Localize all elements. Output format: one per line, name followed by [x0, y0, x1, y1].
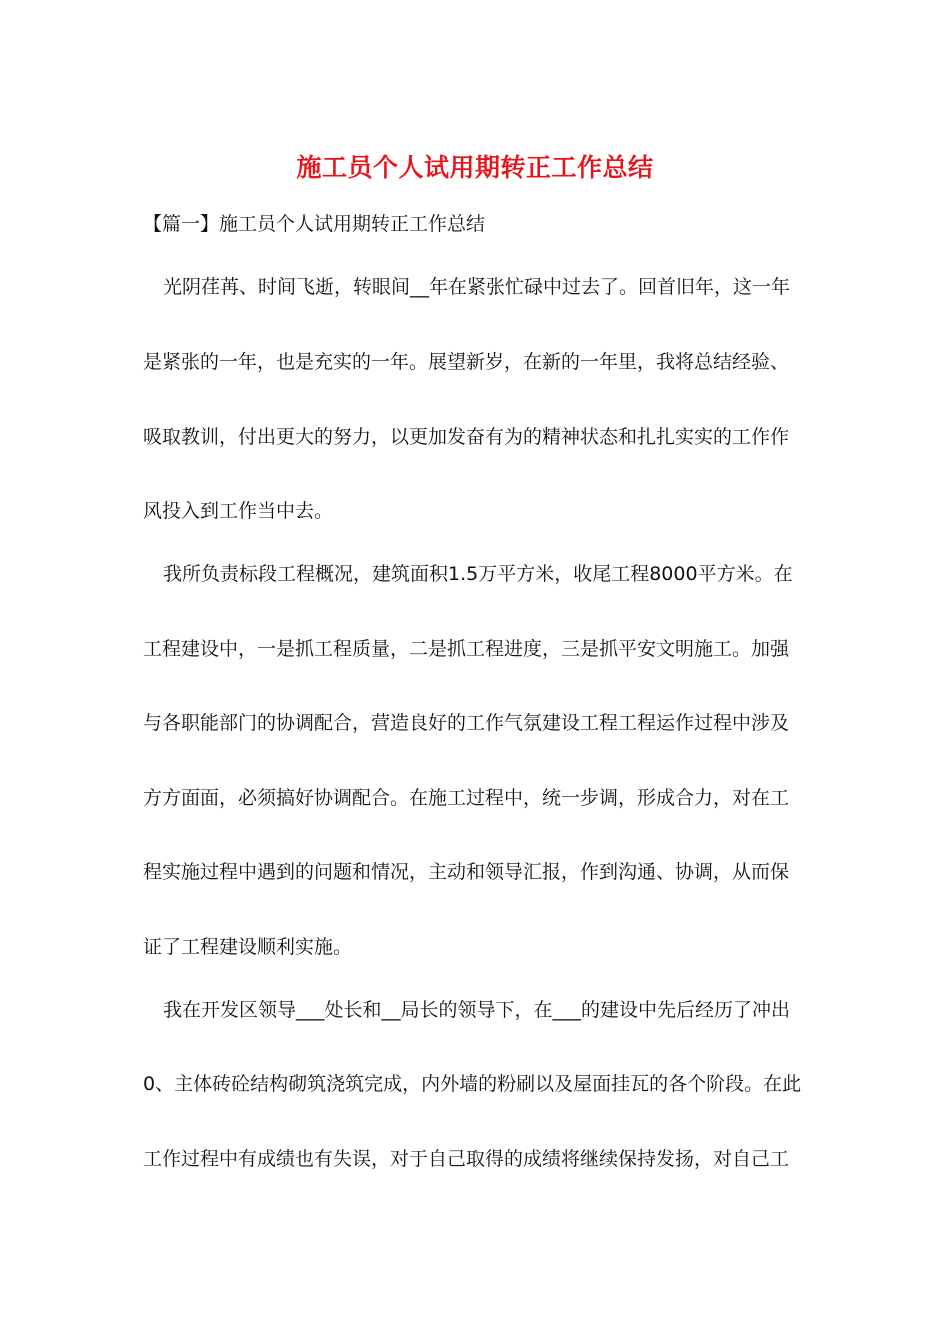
paragraph-line: 方方面面，必须搞好协调配合。在施工过程中，统一步调，形成合力，对在工	[143, 787, 790, 809]
paragraph-line: 风投入到工作当中去。	[143, 500, 334, 522]
document-title: 施工员个人试用期转正工作总结	[296, 153, 654, 182]
paragraph-line: 我在开发区领导___处长和__局长的领导下，在___的建设中先后经历了冲出	[163, 999, 791, 1021]
paragraph-line: 与各职能部门的协调配合，营造良好的工作气氛建设工程工程运作过程中涉及	[143, 712, 790, 734]
paragraph-line: 工程建设中，一是抓工程质量，二是抓工程进度，三是抓平安文明施工。加强	[143, 638, 790, 660]
paragraph-line: 光阴荏苒、时间飞逝，转眼间__年在紧张忙碌中过去了。回首旧年，这一年	[163, 276, 791, 298]
paragraph-line: 证了工程建设顺利实施。	[143, 936, 353, 958]
paragraph-line: 是紧张的一年，也是充实的一年。展望新岁，在新的一年里，我将总结经验、	[143, 351, 790, 373]
paragraph-line: 程实施过程中遇到的问题和情况，主动和领导汇报，作到沟通、协调，从而保	[143, 861, 790, 883]
paragraph-line: 0、主体砖砼结构砌筑浇筑完成，内外墙的粉刷以及屋面挂瓦的各个阶段。在此	[143, 1073, 802, 1095]
paragraph-line: 吸取教训，付出更大的努力，以更加发奋有为的精神状态和扎扎实实的工作作	[143, 426, 790, 448]
paragraph-line: 工作过程中有成绩也有失误，对于自己取得的成绩将继续保持发扬，对自己工	[143, 1148, 790, 1170]
paragraph-line: 我所负责标段工程概况，建筑面积1.5万平方米，收尾工程8000平方米。在	[163, 563, 793, 585]
section-heading: 【篇一】施工员个人试用期转正工作总结	[143, 213, 486, 235]
